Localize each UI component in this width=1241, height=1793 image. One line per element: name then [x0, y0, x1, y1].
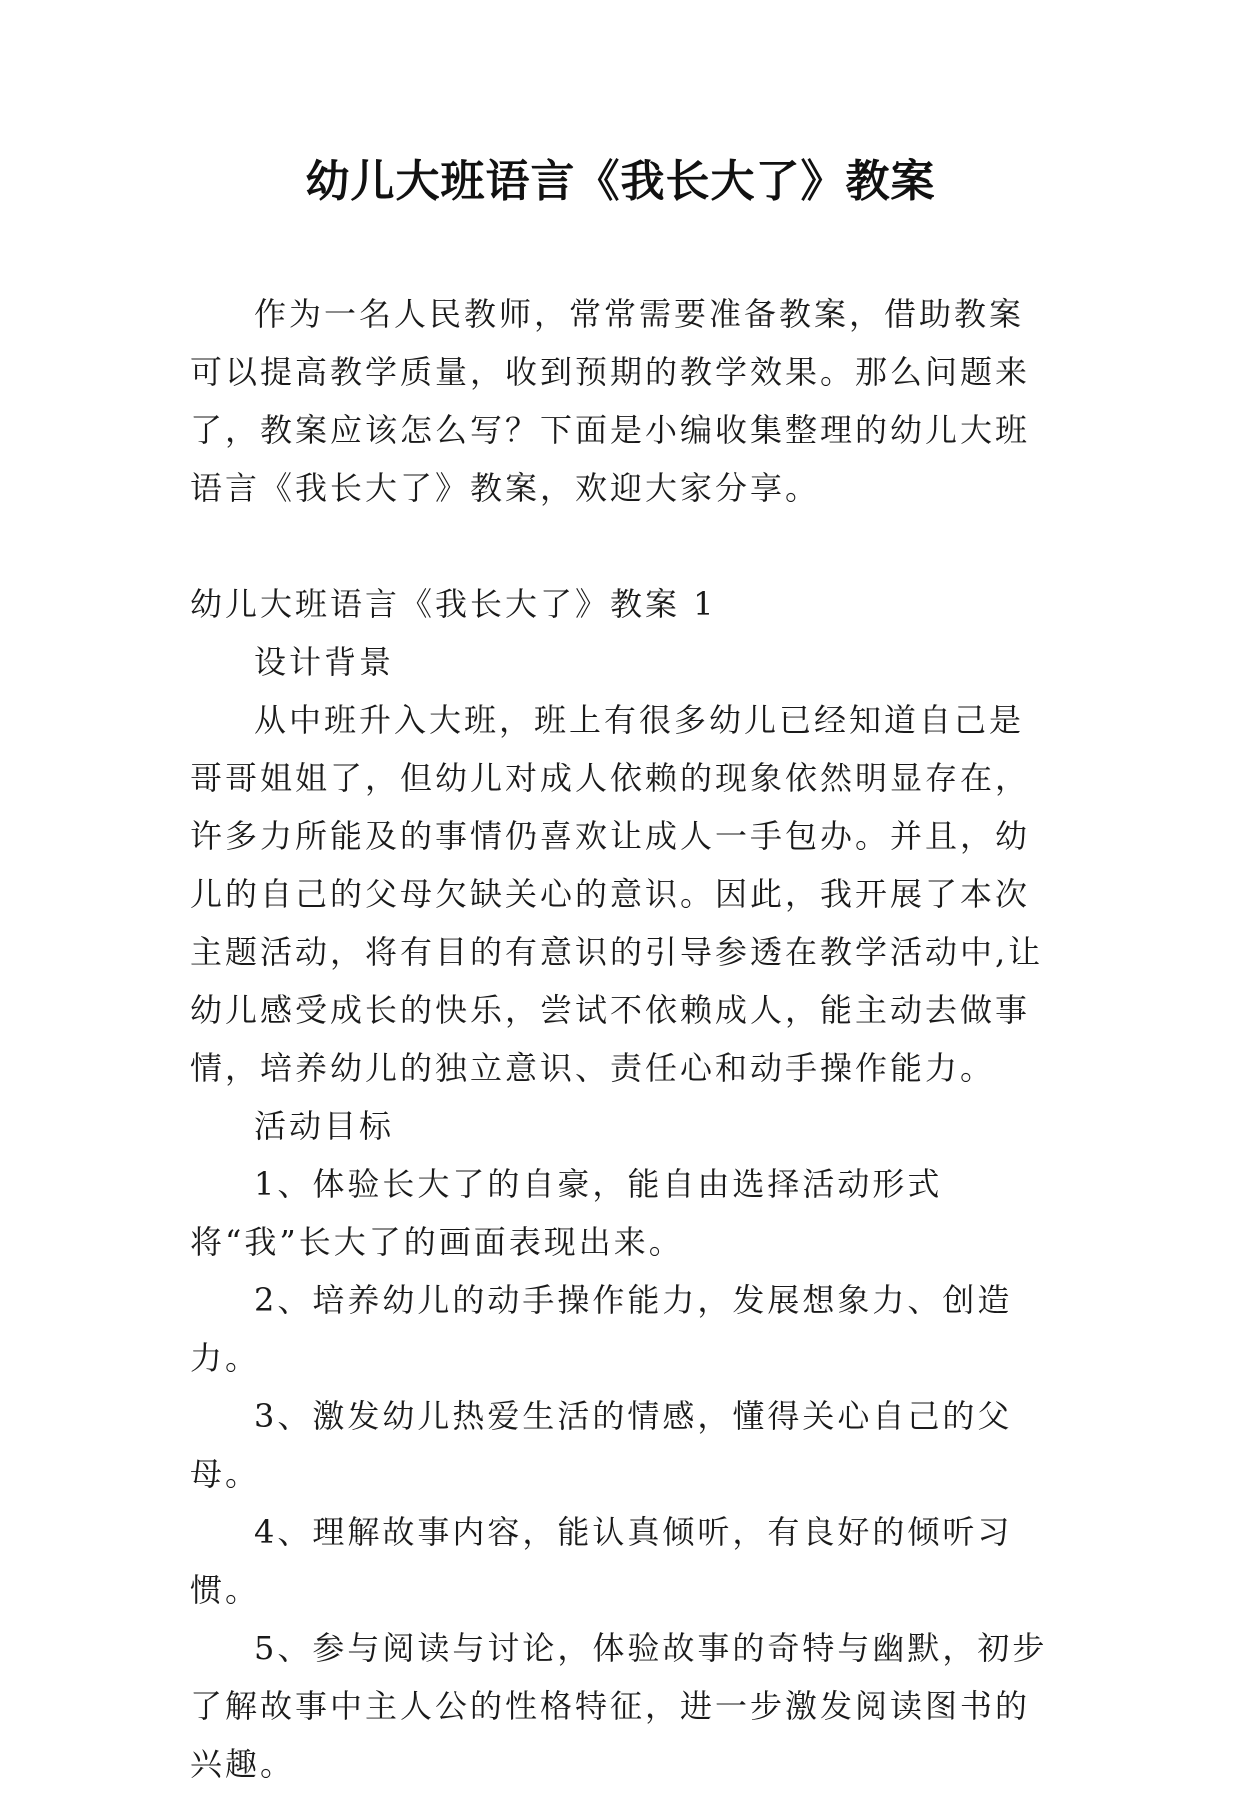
document-title: 幼儿大班语言《我长大了》教案: [305, 156, 936, 207]
background-heading: 设计背景: [254, 643, 395, 681]
goal-item: 2、培养幼儿的动手操作能力，发展想象力、创造力。: [190, 1281, 1013, 1377]
background-paragraph: 从中班升入大班，班上有很多幼儿已经知道自己是哥哥姐姐了，但幼儿对成人依赖的现象依然明显存在，许多力所能及的事情仍喜欢让成人一手包办。并且，幼儿的自己的父母欠缺关心的意识。因此，我开展了本次主题活动，将有目的有意识的引导参透在教学活动中,让幼儿感受成长的快乐，尝试不依赖成人，能主动去做事情，培养幼儿的独立意识、责任心和动手操作能力。: [190, 701, 1044, 1087]
intro-paragraph: 作为一名人民教师，常常需要准备教案，借助教案可以提高教学质量，收到预期的教学效果。那么问题来了，教案应该怎么写？下面是小编收集整理的幼儿大班语言《我长大了》教案，欢迎大家分享。: [190, 295, 1031, 507]
goal-item: 3、激发幼儿热爱生活的情感，懂得关心自己的父母。: [190, 1397, 1013, 1493]
goal-item: 5、参与阅读与讨论，体验故事的奇特与幽默，初步了解故事中主人公的性格特征，进一步激发阅读图书的兴趣。: [190, 1629, 1048, 1783]
goal-item: 4、理解故事内容，能认真倾听，有良好的倾听习惯。: [190, 1513, 1013, 1609]
goals-heading: 活动目标: [254, 1107, 395, 1145]
section-title: 幼儿大班语言《我长大了》教案 1: [190, 585, 717, 623]
document-body: [190, 285, 1050, 1793]
goal-item: 1、体验长大了的自豪，能自由选择活动形式将“我”长大了的画面表现出来。: [190, 1165, 943, 1261]
